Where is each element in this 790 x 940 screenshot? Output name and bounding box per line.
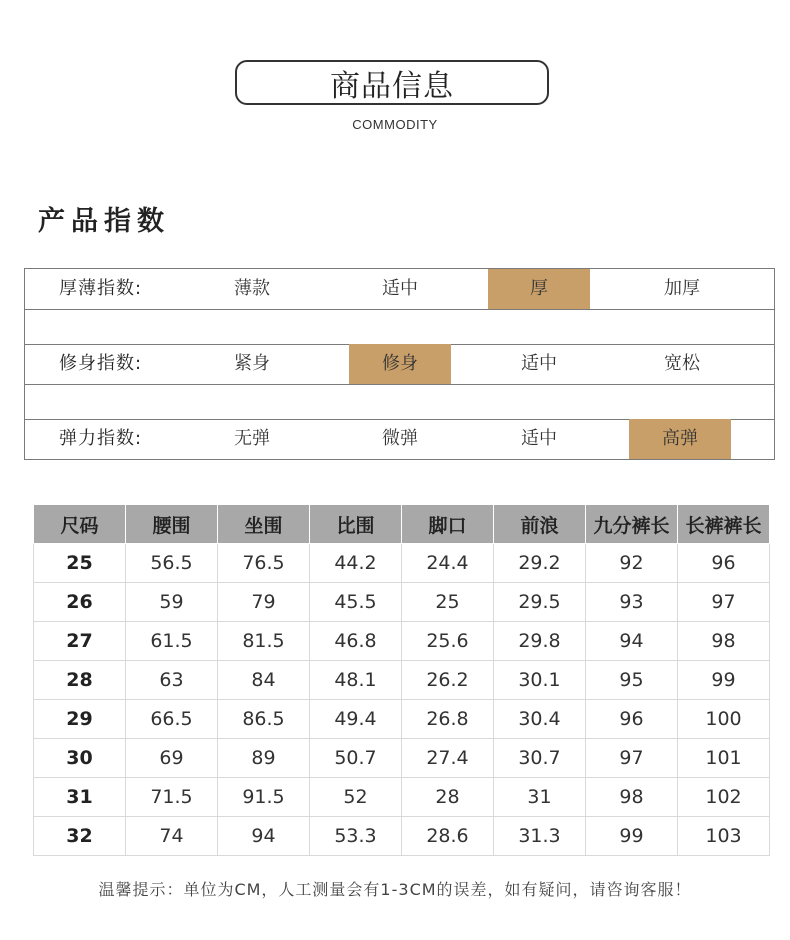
measurement-cell: 97: [678, 583, 770, 622]
measurement-cell: 94: [586, 622, 678, 661]
measurement-cell: 91.5: [218, 778, 310, 817]
measurement-cell: 66.5: [126, 700, 218, 739]
table-row: [34, 583, 770, 622]
index-option: 微弹: [382, 428, 418, 449]
measurement-cell: 29.5: [494, 583, 586, 622]
measurement-cell: 49.4: [310, 700, 402, 739]
measurement-cell: 79: [218, 583, 310, 622]
measurement-cell: 99: [586, 817, 678, 856]
measurement-cell: 74: [126, 817, 218, 856]
index-option-selected: 厚: [488, 269, 590, 309]
table-row: [34, 778, 770, 817]
measurement-cell: 50.7: [310, 739, 402, 778]
table-row: [34, 700, 770, 739]
measurement-cell: 30.4: [494, 700, 586, 739]
measurement-cell: 28.6: [402, 817, 494, 856]
measurement-cell: 84: [218, 661, 310, 700]
index-option: 适中: [521, 353, 557, 374]
column-header: 脚口: [402, 505, 494, 544]
measurement-cell: 97: [586, 739, 678, 778]
title-box: [235, 60, 549, 105]
measurement-cell: 31.3: [494, 817, 586, 856]
measurement-cell: 76.5: [218, 544, 310, 583]
size-cell: 29: [34, 700, 126, 739]
index-option: 适中: [382, 278, 418, 299]
measurement-cell: 95: [586, 661, 678, 700]
column-header: 九分裤长: [586, 505, 678, 544]
measurement-cell: 61.5: [126, 622, 218, 661]
measurement-cell: 103: [678, 817, 770, 856]
measurement-cell: 26.2: [402, 661, 494, 700]
page-subtitle: COMMODITY: [352, 117, 438, 132]
measurement-cell: 24.4: [402, 544, 494, 583]
column-header: 腰围: [126, 505, 218, 544]
measurement-cell: 94: [218, 817, 310, 856]
measurement-note: 温馨提示：单位为CM，人工测量会有1-3CM的误差，如有疑问，请咨询客服！: [98, 880, 692, 899]
size-cell: 26: [34, 583, 126, 622]
measurement-cell: 63: [126, 661, 218, 700]
measurement-cell: 30.7: [494, 739, 586, 778]
measurement-cell: 48.1: [310, 661, 402, 700]
index-row-thickness: [25, 269, 774, 309]
measurement-cell: 81.5: [218, 622, 310, 661]
index-option: 适中: [521, 428, 557, 449]
size-cell: 28: [34, 661, 126, 700]
section-title: 产品指数: [38, 206, 170, 237]
measurement-cell: 29.8: [494, 622, 586, 661]
measurement-cell: 30.1: [494, 661, 586, 700]
measurement-cell: 59: [126, 583, 218, 622]
size-cell: 30: [34, 739, 126, 778]
column-header: 坐围: [218, 505, 310, 544]
measurement-cell: 69: [126, 739, 218, 778]
table-row: [34, 544, 770, 583]
index-option: 宽松: [664, 353, 700, 374]
size-cell: 25: [34, 544, 126, 583]
index-row-elasticity: [25, 419, 774, 459]
index-option: 无弹: [234, 428, 270, 449]
page-title: 商品信息: [330, 68, 454, 104]
measurement-cell: 45.5: [310, 583, 402, 622]
measurement-cell: 98: [586, 778, 678, 817]
table-row: [34, 739, 770, 778]
column-header: 尺码: [34, 505, 126, 544]
measurement-cell: 25: [402, 583, 494, 622]
measurement-cell: 93: [586, 583, 678, 622]
measurement-cell: 99: [678, 661, 770, 700]
measurement-cell: 92: [586, 544, 678, 583]
table-row: [34, 622, 770, 661]
measurement-cell: 46.8: [310, 622, 402, 661]
measurement-cell: 71.5: [126, 778, 218, 817]
measurement-cell: 98: [678, 622, 770, 661]
index-option: 薄款: [234, 278, 270, 299]
column-header: 比围: [310, 505, 402, 544]
index-table: [24, 268, 775, 460]
measurement-cell: 101: [678, 739, 770, 778]
divider: [25, 309, 774, 310]
index-option-selected: 修身: [349, 344, 451, 384]
index-label: 弹力指数:: [59, 428, 143, 449]
size-cell: 31: [34, 778, 126, 817]
measurement-cell: 56.5: [126, 544, 218, 583]
measurement-cell: 102: [678, 778, 770, 817]
index-option: 加厚: [664, 278, 700, 299]
size-cell: 32: [34, 817, 126, 856]
measurement-cell: 96: [586, 700, 678, 739]
table-row: [34, 661, 770, 700]
index-label: 修身指数:: [59, 353, 143, 374]
measurement-cell: 86.5: [218, 700, 310, 739]
column-header: 前浪: [494, 505, 586, 544]
measurement-cell: 53.3: [310, 817, 402, 856]
measurement-cell: 28: [402, 778, 494, 817]
measurement-cell: 25.6: [402, 622, 494, 661]
measurement-cell: 100: [678, 700, 770, 739]
table-row: [34, 817, 770, 856]
index-label: 厚薄指数:: [59, 278, 143, 299]
size-table: [33, 504, 770, 856]
divider: [25, 384, 774, 385]
measurement-cell: 31: [494, 778, 586, 817]
index-option-selected: 高弹: [629, 419, 731, 459]
measurement-cell: 27.4: [402, 739, 494, 778]
index-option: 紧身: [234, 353, 270, 374]
table-header-row: [34, 505, 770, 544]
column-header: 长裤裤长: [678, 505, 770, 544]
measurement-cell: 96: [678, 544, 770, 583]
measurement-cell: 52: [310, 778, 402, 817]
measurement-cell: 44.2: [310, 544, 402, 583]
measurement-cell: 29.2: [494, 544, 586, 583]
index-row-fit: [25, 344, 774, 384]
measurement-cell: 26.8: [402, 700, 494, 739]
size-cell: 27: [34, 622, 126, 661]
measurement-cell: 89: [218, 739, 310, 778]
